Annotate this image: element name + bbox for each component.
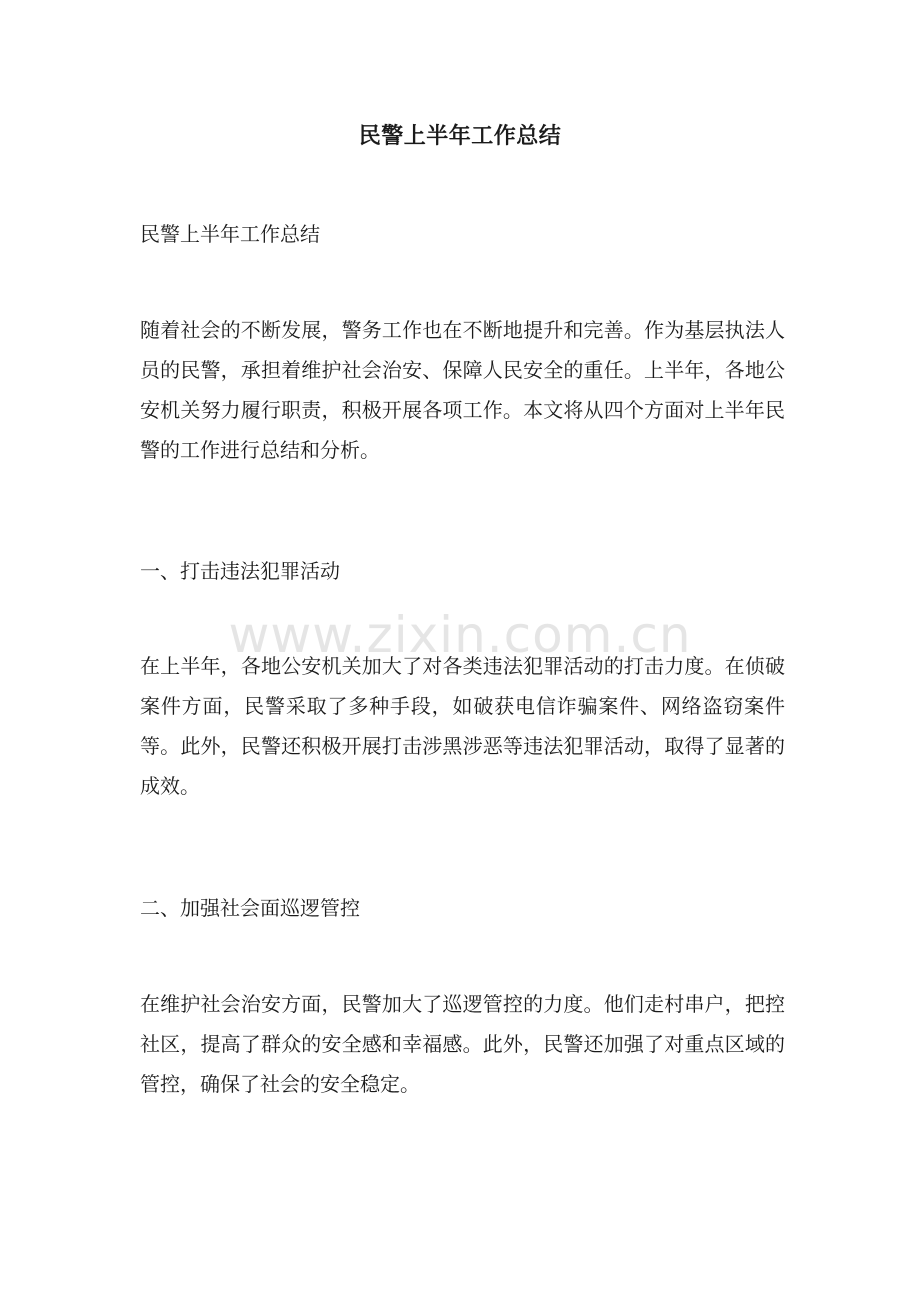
section-body-1: 在上半年，各地公安机关加大了对各类违法犯罪活动的打击力度。在侦破案件方面，民警采取了多种手段，如破获电信诈骗案件、网络盗窃案件等。此外，民警还积极开展打击涉黑涉恶等违法犯罪活动，取得了显著的成效。 [140, 654, 785, 798]
section-heading-2: 二、加强社会面巡逻管控 [140, 896, 360, 920]
intro-paragraph: 随着社会的不断发展，警务工作也在不断地提升和完善。作为基层执法人员的民警，承担着维护社会治安、保障人民安全的重任。上半年，各地公安机关努力履行职责，积极开展各项工作。本文将从四个方面对上半年民警的工作进行总结和分析。 [140, 318, 785, 462]
watermark: www.zixin.com.cn [228, 606, 692, 664]
document-title: 民警上半年工作总结 [358, 123, 562, 149]
section-heading-1: 一、打击违法犯罪活动 [140, 559, 340, 583]
section-body-2: 在维护社会治安方面，民警加大了巡逻管控的力度。他们走村串户，把控社区，提高了群众的安全感和幸福感。此外，民警还加强了对重点区域的管控，确保了社会的安全稳定。 [140, 992, 785, 1096]
document-subtitle: 民警上半年工作总结 [140, 222, 320, 246]
